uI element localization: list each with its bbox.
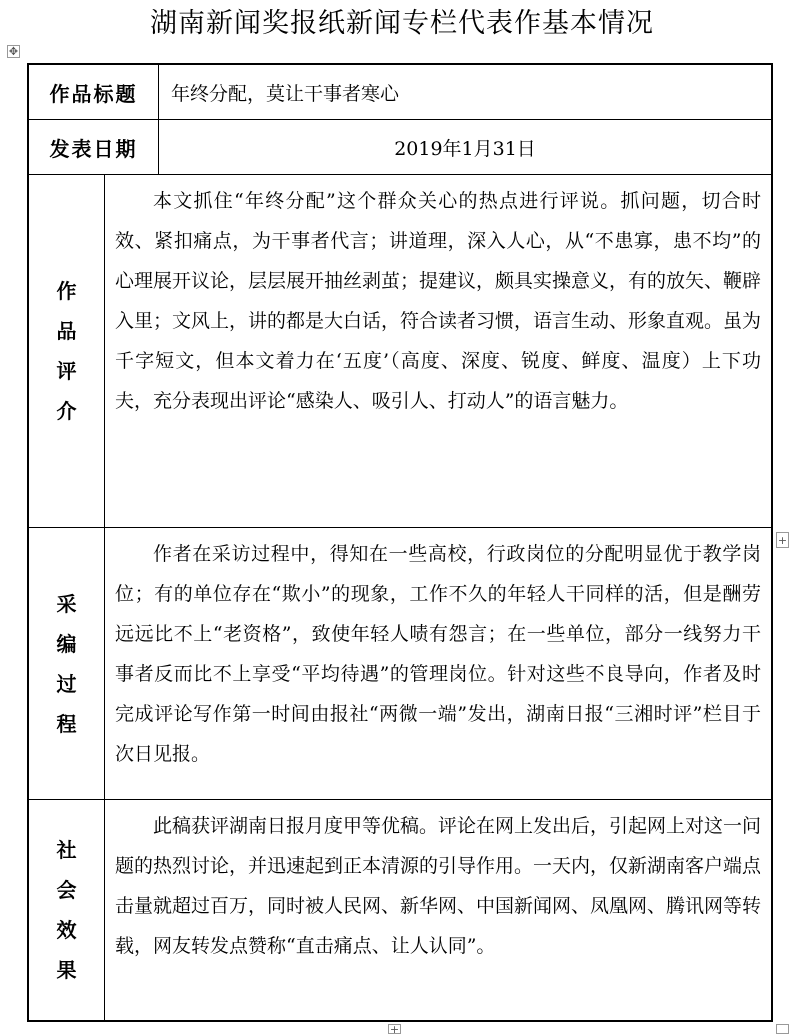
add-column-icon[interactable]: + <box>389 1023 400 1036</box>
process-text: 作者在采访过程中，得知在一些高校，行政岗位的分配明显优于教学岗位；有的单位存在“欺小”的现象，工作不久的年轻人干同样的活，但是酬劳远远比不上“老资格”，致使年轻人啧有怨言；在一些单位，部分一线努力干事者反而比不上享受“平均待遇”的管理岗位。针对这些不良导向，作者及时完成评论写作第一时间由报社“两微一端”发出，湖南日报“三湘时评”栏目于次日见报。 <box>115 543 761 765</box>
table-move-handle-icon[interactable]: ✥ <box>8 45 19 58</box>
title-value: 年终分配，莫让干事者寒心 <box>159 65 771 120</box>
info-table <box>27 63 773 1022</box>
process-label-char: 编 <box>56 631 77 656</box>
review-label-char: 介 <box>56 399 77 423</box>
resize-handle-icon[interactable] <box>776 1024 789 1034</box>
review-label-char: 品 <box>56 319 77 343</box>
process-label-char: 程 <box>56 711 77 736</box>
effect-cell <box>105 800 771 1020</box>
review-label-char: 作 <box>56 279 77 303</box>
title-label: 作品标题 <box>29 65 159 120</box>
page-title: 湖南新闻奖报纸新闻专栏代表作基本情况 <box>150 8 654 39</box>
process-cell <box>105 528 771 800</box>
effect-label-char: 社 <box>56 838 77 862</box>
effect-label-char: 效 <box>56 918 77 942</box>
review-cell <box>105 175 771 528</box>
effect-label-char: 果 <box>56 958 77 982</box>
date-value: 2019年1月31日 <box>159 120 771 175</box>
review-text: 本文抓住“年终分配”这个群众关心的热点进行评说。抓问题，切合时效、紧扣痛点，为干事者代言；讲道理，深入人心，从“不患寡，患不均”的心理展开议论，层层展开抽丝剥茧；提建议，颇具实操意义，有的放矢、鞭辟入里；文风上，讲的都是大白话，符合读者习惯，语言生动、形象直观。虽为千字短文，但本文着力在‘五度’（高度、深度、锐度、鲜度、温度）上下功夫，充分表现出评论“感染人、吸引人、打动人”的语言魅力。 <box>115 190 762 412</box>
review-label-char: 评 <box>56 359 77 383</box>
effect-text: 此稿获评湖南日报月度甲等优稿。评论在网上发出后，引起网上对这一问题的热烈讨论，并迅速起到正本清源的引导作用。一天内，仅新湖南客户端点击量就超过百万，同时被人民网、新华网、中国新闻网、凤凰网、腾讯网等转载，网友转发点赞称“直击痛点、让人认同”。 <box>115 815 762 957</box>
add-row-icon[interactable]: + <box>777 534 788 547</box>
review-label <box>29 175 105 528</box>
process-label <box>29 528 105 800</box>
date-label: 发表日期 <box>29 120 159 175</box>
effect-label-char: 会 <box>56 878 77 902</box>
process-label-char: 过 <box>56 671 77 696</box>
effect-label <box>29 800 105 1020</box>
process-label-char: 采 <box>56 591 77 616</box>
